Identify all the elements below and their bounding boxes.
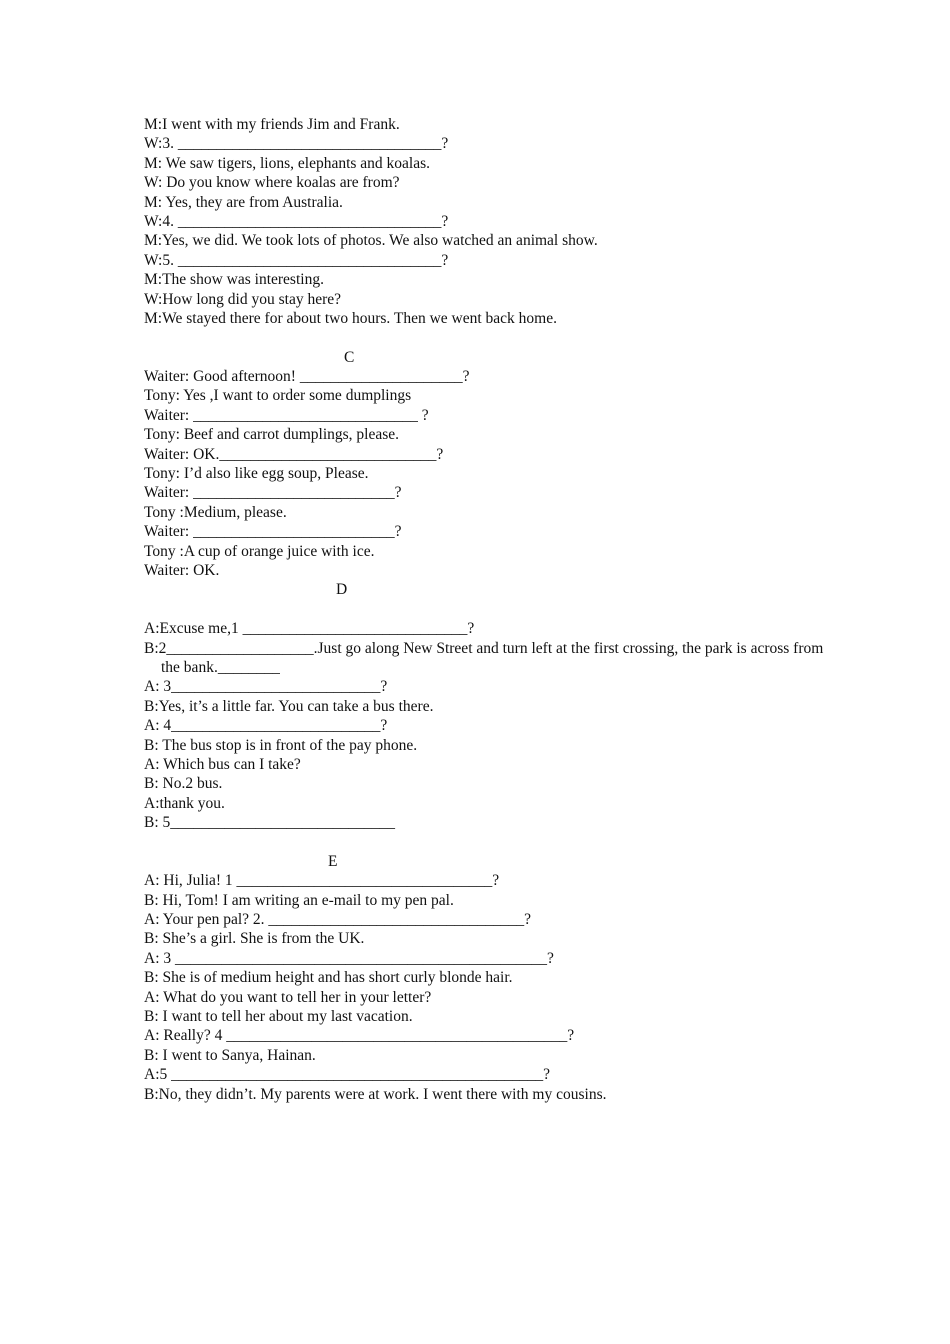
dialogue-blank-line: A:Excuse me,1 _____________________________?: [144, 620, 475, 638]
dialogue-blank-line: W:5. __________________________________?: [144, 251, 449, 269]
dialogue-line: M: We saw tigers, lions, elephants and koalas.: [144, 154, 431, 172]
dialogue-blank-line: A: 4___________________________?: [144, 717, 388, 735]
spacer: [144, 600, 824, 619]
section-d: [144, 580, 828, 832]
dialogue-blank-line: A: Hi, Julia! 1 _________________________________?: [144, 872, 500, 890]
dialogue-line: B: No.2 bus.: [144, 775, 223, 793]
dialogue-line: B: The bus stop is in front of the pay phone.: [144, 736, 418, 754]
dialogue-line: B: She is of medium height and has short curly blonde hair.: [144, 969, 513, 987]
dialogue-line: M: Yes, they are from Australia.: [144, 193, 343, 211]
dialogue-line: B:Yes, it’s a little far. You can take a bus there.: [144, 697, 434, 715]
dialogue-blank-line: A: 3___________________________?: [144, 678, 388, 696]
dialogue-blank-line: A: 3 ________________________________________________?: [144, 949, 554, 967]
dialogue-line: A:thank you.: [144, 794, 225, 812]
dialogue-line: B: Hi, Tom! I am writing an e-mail to my pen pal.: [144, 891, 454, 909]
dialogue-blank-line: Waiter: Good afternoon! _____________________?: [144, 368, 470, 386]
document-body: [144, 115, 828, 1104]
section-heading: C: [344, 348, 355, 366]
dialogue-line: W:How long did you stay here?: [144, 290, 342, 308]
dialogue-line: Tony: I’d also like egg soup, Please.: [144, 465, 369, 483]
dialogue-blank-line: A: Your pen pal? 2. _________________________________?: [144, 911, 532, 929]
dialogue-line: M:The show was interesting.: [144, 271, 324, 289]
section-c: [144, 348, 824, 581]
dialogue-line: A: Which bus can I take?: [144, 755, 301, 773]
dialogue-blank-line: A: Really? 4 ____________________________________________?: [144, 1027, 575, 1045]
dialogue-line: Tony: Beef and carrot dumplings, please.: [144, 426, 400, 444]
dialogue-blank-line: Waiter: __________________________?: [144, 484, 402, 502]
dialogue-line: M:We stayed there for about two hours. Then we went back home.: [144, 309, 557, 327]
dialogue-blank-line: W:3. __________________________________?: [144, 135, 449, 153]
dialogue-blank-line: B: 5_____________________________: [144, 814, 396, 832]
spacer: [144, 328, 824, 347]
dialogue-line: W: Do you know where koalas are from?: [144, 174, 400, 192]
dialogue-line: Waiter: OK.: [144, 561, 220, 579]
dialogue-blank-line: Waiter: _____________________________ ?: [144, 406, 429, 424]
dialogue-line: Tony :A cup of orange juice with ice.: [144, 542, 375, 560]
dialogue-line: B: I want to tell her about my last vacation.: [144, 1008, 413, 1025]
dialogue-line: B:No, they didn’t. My parents were at work. I went there with my cousins.: [144, 1085, 607, 1103]
dialogue-blank-line: W:4. __________________________________?: [144, 212, 449, 230]
section-heading: D: [336, 581, 348, 599]
dialogue-line: Tony :Medium, please.: [144, 503, 287, 521]
dialogue-blank-line: Waiter: OK.____________________________?: [144, 445, 444, 463]
section-e: [144, 852, 824, 1104]
dialogue-blank-line: B:2___________________.Just go along New Street and turn left at the first crossing, the park is across from the bank.________: [144, 639, 828, 676]
dialogue-line: M:Yes, we did. We took lots of photos. We also watched an animal show.: [144, 232, 598, 250]
dialogue-line: A: What do you want to tell her in your letter?: [144, 988, 432, 1006]
dialogue-blank-line: Waiter: __________________________?: [144, 523, 402, 541]
dialogue-line: M:I went with my friends Jim and Frank.: [144, 116, 400, 133]
dialogue-line: B: She’s a girl. She is from the UK.: [144, 930, 365, 948]
dialogue-blank-line: A:5 ________________________________________________?: [144, 1066, 551, 1084]
section-heading: E: [328, 852, 338, 870]
dialogue-line: Tony: Yes ,I want to order some dumplings: [144, 387, 412, 405]
spacer: [144, 832, 824, 851]
dialogue-line: B: I went to Sanya, Hainan.: [144, 1046, 316, 1064]
section-b-dialogue: [144, 115, 824, 328]
